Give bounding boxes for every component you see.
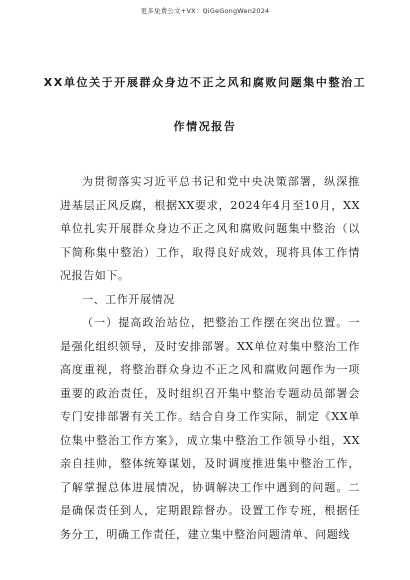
header-promo-note: 更多免费公文+VX：QiGeGongWen2024	[140, 7, 270, 15]
intro-paragraph: 为贯彻落实习近平总书记和党中央决策部署，纵深推进基层正风反腐，根据XX要求，2024年4月至10月，XX单位扎实开展群众身边不正之风和腐败问题集中整治（以下简称集中整治）工作，取得良好成效，现将具体工作情况报告如下。	[60, 175, 360, 282]
body-paragraph: （一）提高政治站位，把整治工作摆在突出位置。一是强化组织领导，及时安排部署。XX单位对集中整治工作高度重视，将整治群众身边不正之风和腐败问题作为一项重要的政治责任，及时组织召开集中整治专题动员部署会专门安排部署有关工作。结合自身工作实际，制定《XX单位集中整治工作方案》，成立集中整治工作领导小组，XX亲自挂帅，整体统筹谋划，及时调度推进集中整治工作，了解掌握总体进展情况，协调解决工作中遇到的问题。二是确保责任到人，定期跟踪督办。设置工作专班，根据任务分工，明确工作责任，建立集中整治问题清单、问题线	[60, 316, 360, 541]
document-body	[60, 170, 360, 546]
section-heading: 一、工作开展情况	[82, 292, 175, 306]
document-title-line-1: XX单位关于开展群众身边不正之风和腐败问题集中整治工	[43, 76, 367, 89]
document-title-line-2: 作情况报告	[173, 120, 237, 133]
